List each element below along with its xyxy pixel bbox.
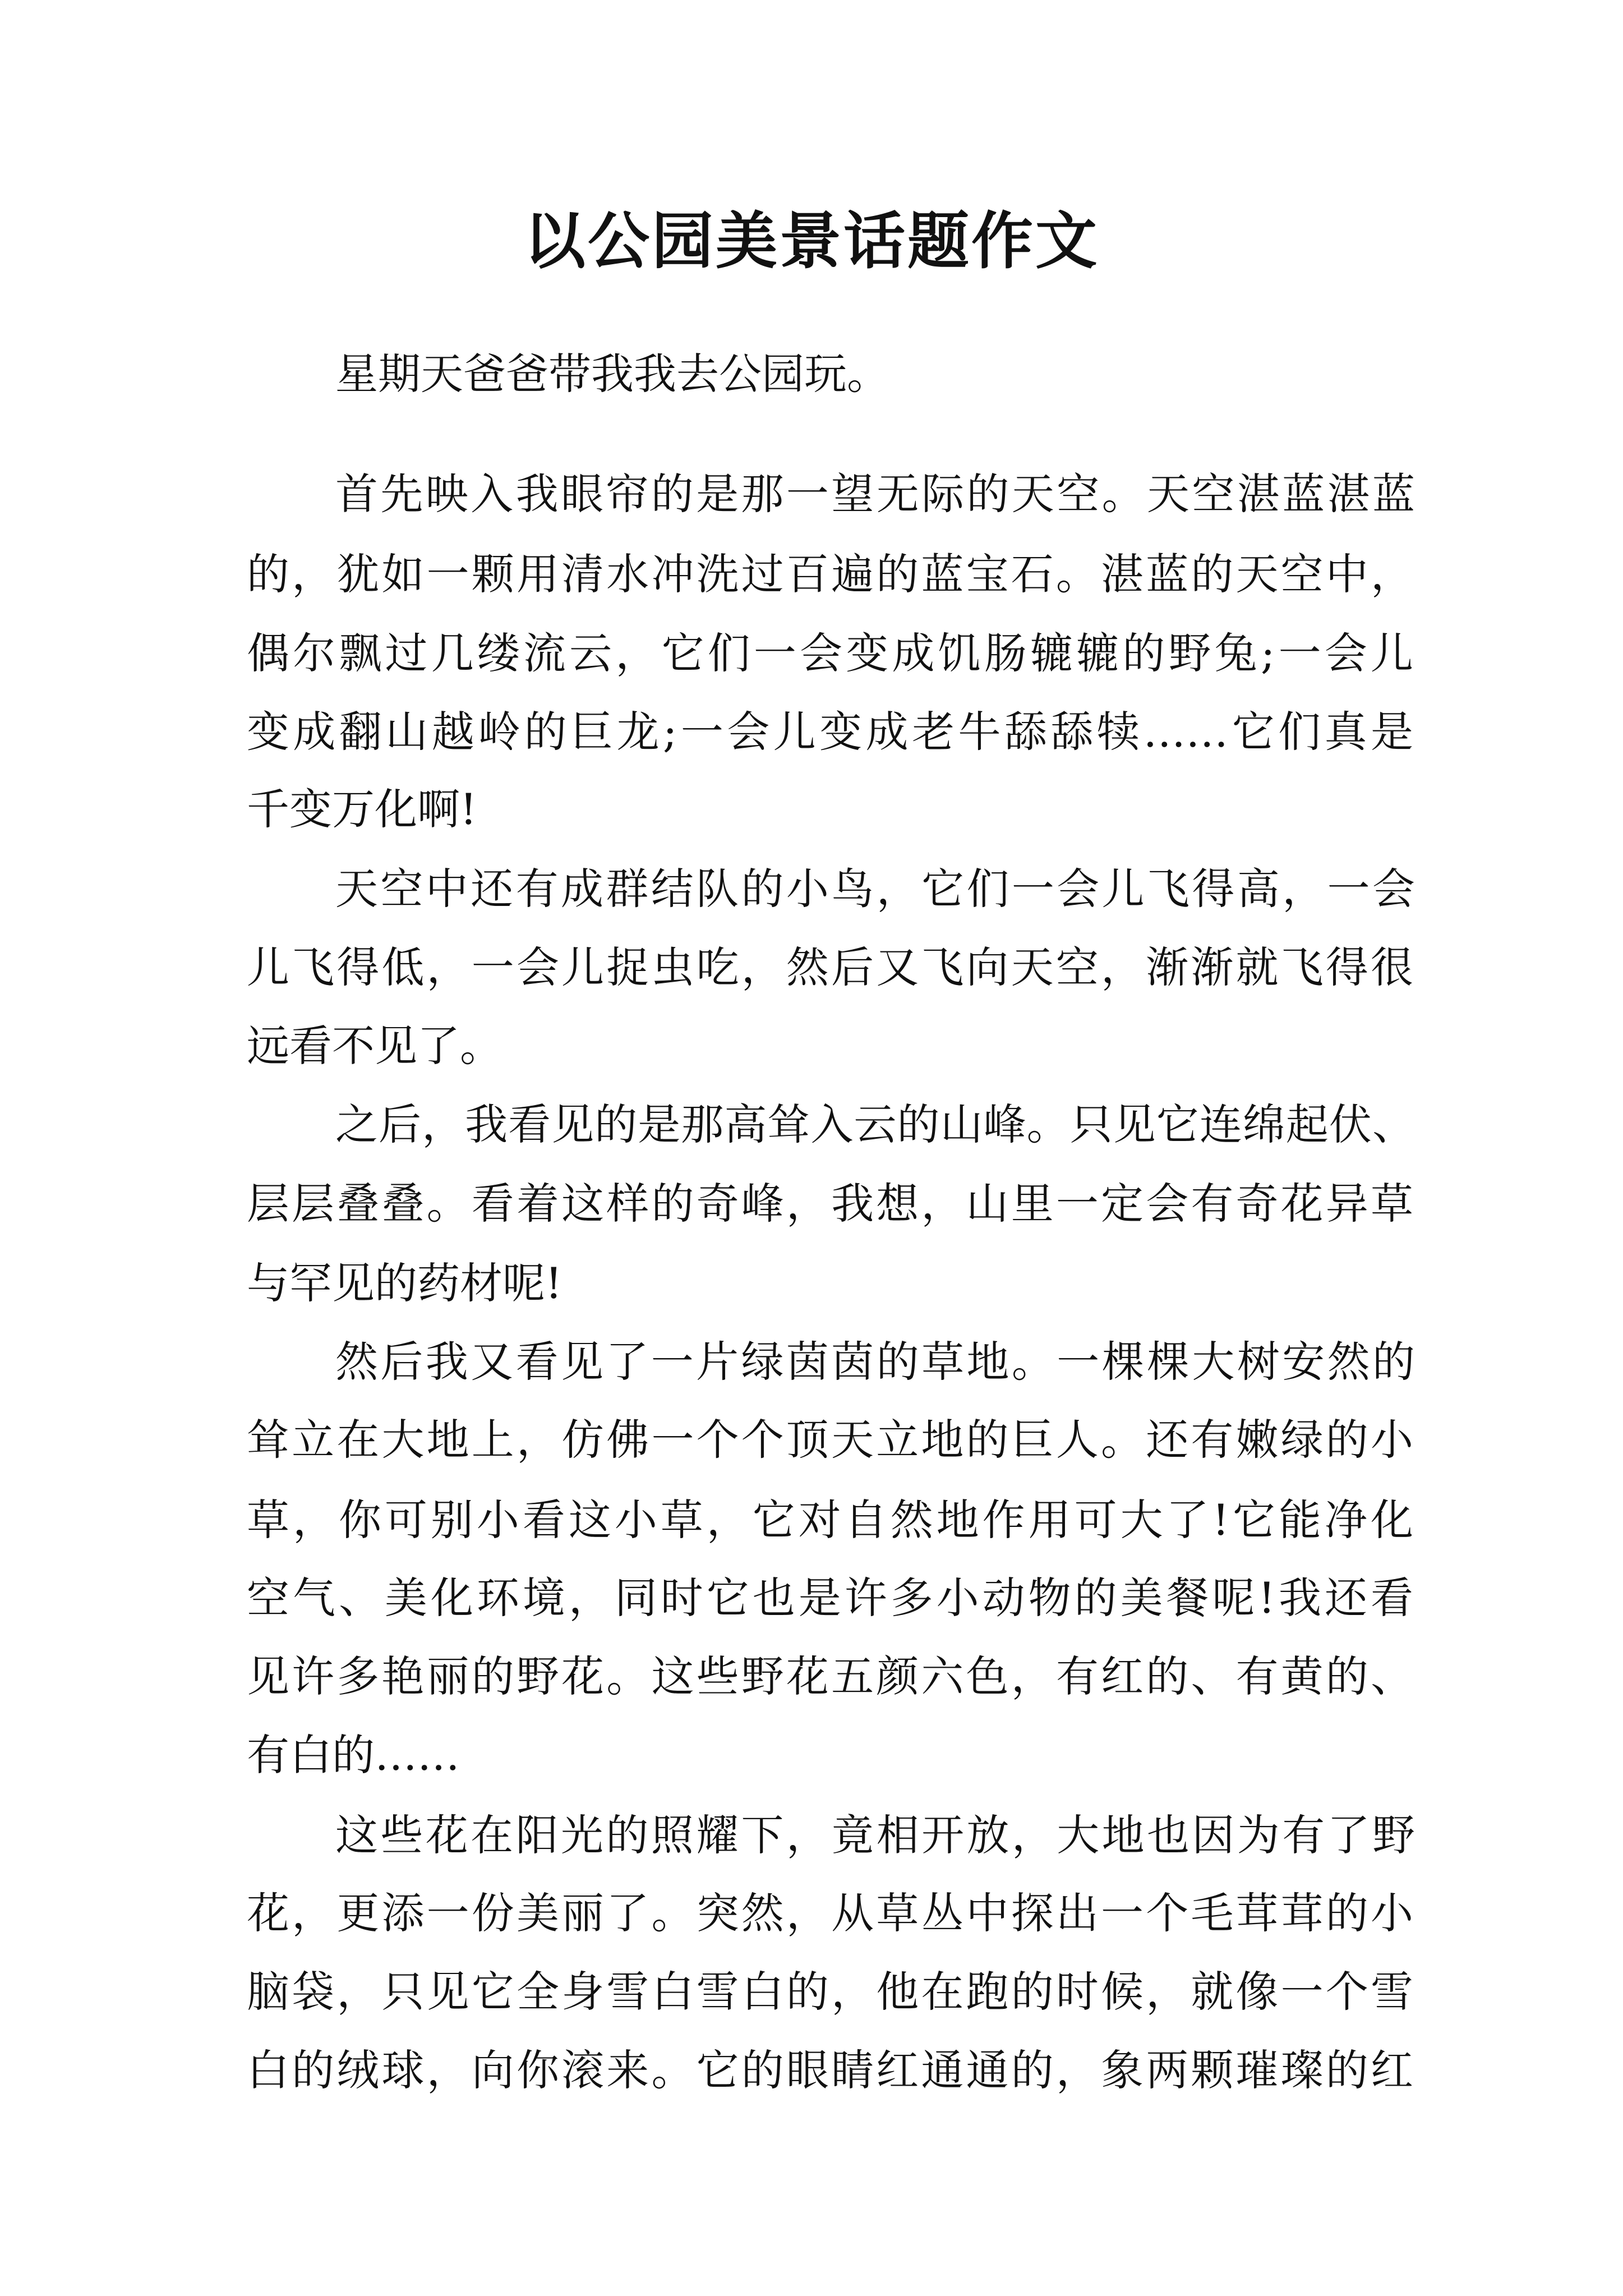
paragraph-line: 空气、美化环境，同时它也是许多小动物的美餐呢!我还看 [247,1573,1413,1623]
document-title: 以公园美景话题作文 [524,205,1099,277]
paragraph-line: 之后，我看见的是那高耸入云的山峰。只见它连绵起伏、 [335,1099,1415,1149]
paragraph-line: 层层叠叠。看着这样的奇峰，我想，山里一定会有奇花异草 [247,1179,1413,1228]
paragraph-line: 首先映入我眼帘的是那一望无际的天空。天空湛蓝湛蓝 [335,469,1415,519]
paragraph-line: 变成翻山越岭的巨龙;一会儿变成老牛舔舔犊……它们真是 [247,707,1413,757]
paragraph-line: 耸立在大地上，仿佛一个个顶天立地的巨人。还有嫩绿的小 [247,1415,1413,1465]
paragraph-line: 白的绒球，向你滚来。它的眼睛红通通的，象两颗璀璨的红 [247,2045,1413,2095]
paragraph-line: 脑袋，只见它全身雪白雪白的，他在跑的时候，就像一个雪 [247,1967,1413,2017]
paragraph-line: 的，犹如一颗用清水冲洗过百遍的蓝宝石。湛蓝的天空中， [247,549,1413,599]
paragraph-line: 见许多艳丽的野花。这些野花五颜六色，有红的、有黄的、 [247,1651,1413,1701]
paragraph-line: 远看不见了。 [247,1021,502,1071]
paragraph-line: 然后我又看见了一片绿茵茵的草地。一棵棵大树安然的 [335,1337,1415,1387]
paragraph-line: 与罕见的药材呢! [247,1258,562,1308]
paragraph-line: 星期天爸爸带我我去公园玩。 [335,349,889,399]
paragraph-line: 天空中还有成群结队的小鸟，它们一会儿飞得高，一会 [335,864,1415,914]
paragraph-line: 儿飞得低，一会儿捉虫吃，然后又飞向天空，渐渐就飞得很 [247,942,1413,992]
paragraph-line: 草，你可别小看这小草，它对自然地作用可大了!它能净化 [247,1495,1413,1545]
paragraph-line: 花，更添一份美丽了。突然，从草丛中探出一个毛茸茸的小 [247,1888,1413,1938]
paragraph-line: 偶尔飘过几缕流云，它们一会变成饥肠辘辘的野兔;一会儿 [247,628,1413,678]
paragraph-line: 有白的…… [247,1730,460,1780]
paragraph-line: 千变万化啊! [247,784,477,834]
paragraph-line: 这些花在阳光的照耀下，竟相开放，大地也因为有了野 [335,1810,1415,1860]
